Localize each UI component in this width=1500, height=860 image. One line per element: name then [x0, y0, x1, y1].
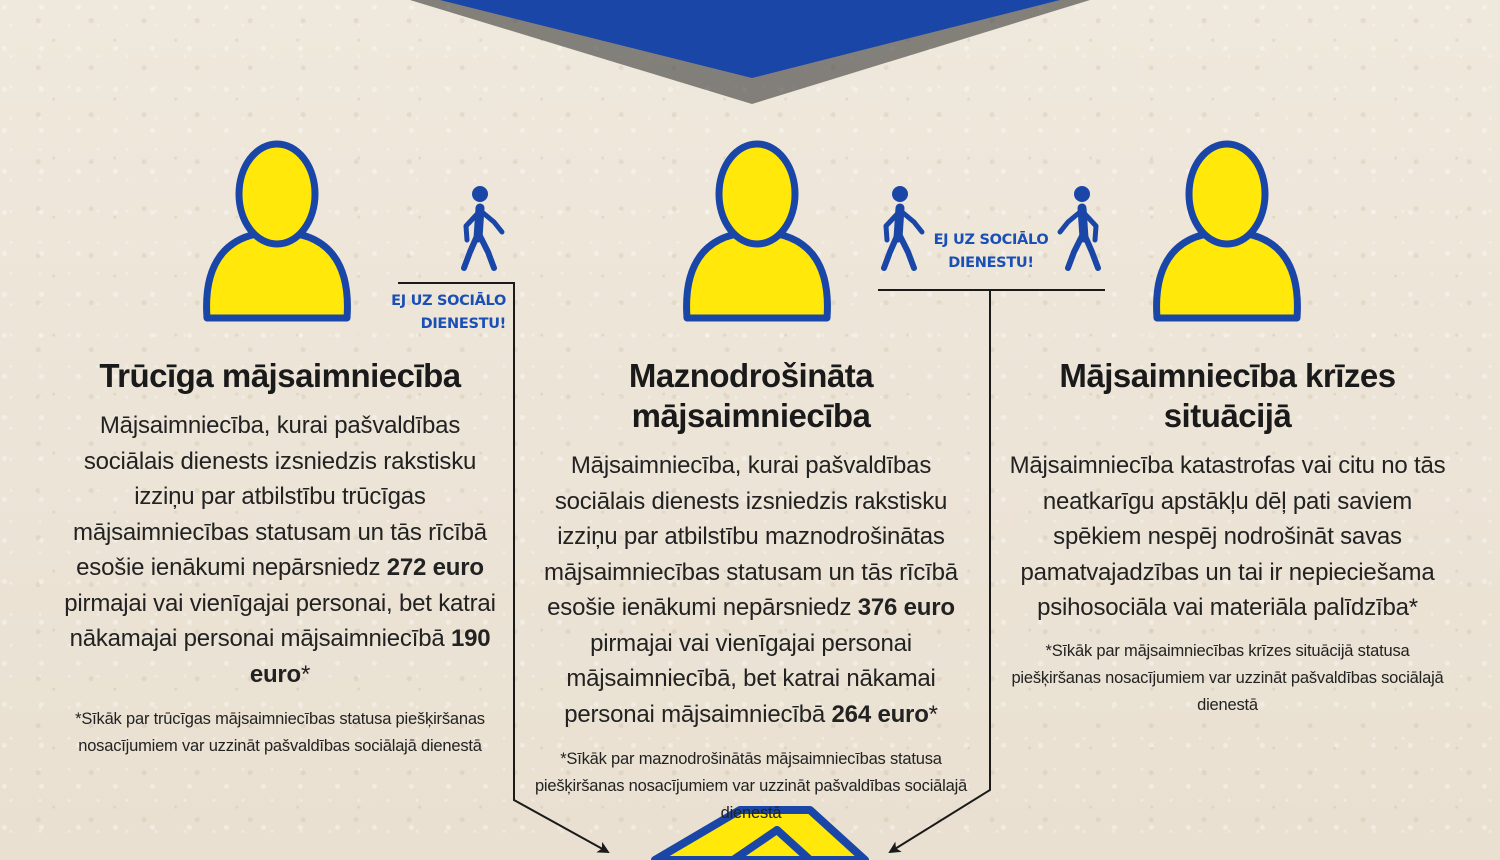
- income-threshold-first: 272 euro: [386, 554, 484, 581]
- column-low-income-household: [530, 356, 972, 827]
- column-description: Mājsaimniecība katastrofas vai citu no tās neatkarīgu apstākļu dēļ pati saviem spēkiem nespēj nodrošināt savas pamatvajadzības un tai ir nepieciešama psihosociāla vai materiāla palīdzība*: [1009, 452, 1446, 621]
- column-footnote: *Sīkāk par maznodrošinātās mājsaimniecības statusa piešķiršanas nosacījumiem var uzzināt pašvaldības sociālajā dienestā: [534, 750, 968, 822]
- go-to-social-service-sign: EJ UZ SOCIĀLO DIENESTU!: [391, 293, 506, 332]
- person-icon: [207, 144, 348, 318]
- income-threshold-next: 264 euro: [831, 700, 929, 728]
- walking-person-icon: [464, 186, 502, 268]
- column-footnote: *Sīkāk par trūcīgas mājsaimniecības statusa piešķiršanas nosacījumiem var uzzināt pašvaldības sociālajā dienestā: [75, 710, 485, 755]
- column-title: Maznodrošināta mājsaimniecība: [628, 357, 874, 434]
- person-icon: [1157, 144, 1298, 318]
- person-icon: [687, 144, 828, 318]
- column-needy-household: [60, 356, 500, 760]
- income-threshold-first: 376 euro: [857, 594, 955, 621]
- column-title: Mājsaimniecība krīzes situācijā: [1059, 357, 1396, 434]
- top-funnel-shape: [410, 0, 1090, 104]
- column-title: Trūcīga mājsaimniecība: [99, 357, 461, 394]
- column-crisis-household: [1005, 356, 1450, 719]
- column-footnote: *Sīkāk par mājsaimniecības krīzes situācijā statusa piešķiršanas nosacījumiem var uzzināt pašvaldības sociālajā dienestā: [1011, 641, 1444, 714]
- go-to-social-service-sign: EJ UZ SOCIĀLO DIENESTU!: [933, 232, 1049, 271]
- column-description: Mājsaimniecība, kurai pašvaldības sociālais dienests izsniedzis rakstisku izziņu par atbilstību maznodrošinātas mājsaimniecības statusam un tās rīcībā esošie ienākumi nepārsniedz 376 euro pirmajai vai vienīgajai personai mājsaimniecībā, bet katrai nākamai personai mājsaimniecībā 264 euro*: [544, 452, 958, 728]
- income-threshold-next: 190 euro: [249, 625, 491, 688]
- column-description: Mājsaimniecība, kurai pašvaldības sociālais dienests izsniedzis rakstisku izziņu par atbilstību trūcīgas mājsaimniecības statusam un tās rīcībā esošie ienākumi nepārsniedz 272 euro pirmajai vai vienīgajai personai, bet katrai nākamajai personai mājsaimniecībā 190 euro*: [64, 412, 496, 688]
